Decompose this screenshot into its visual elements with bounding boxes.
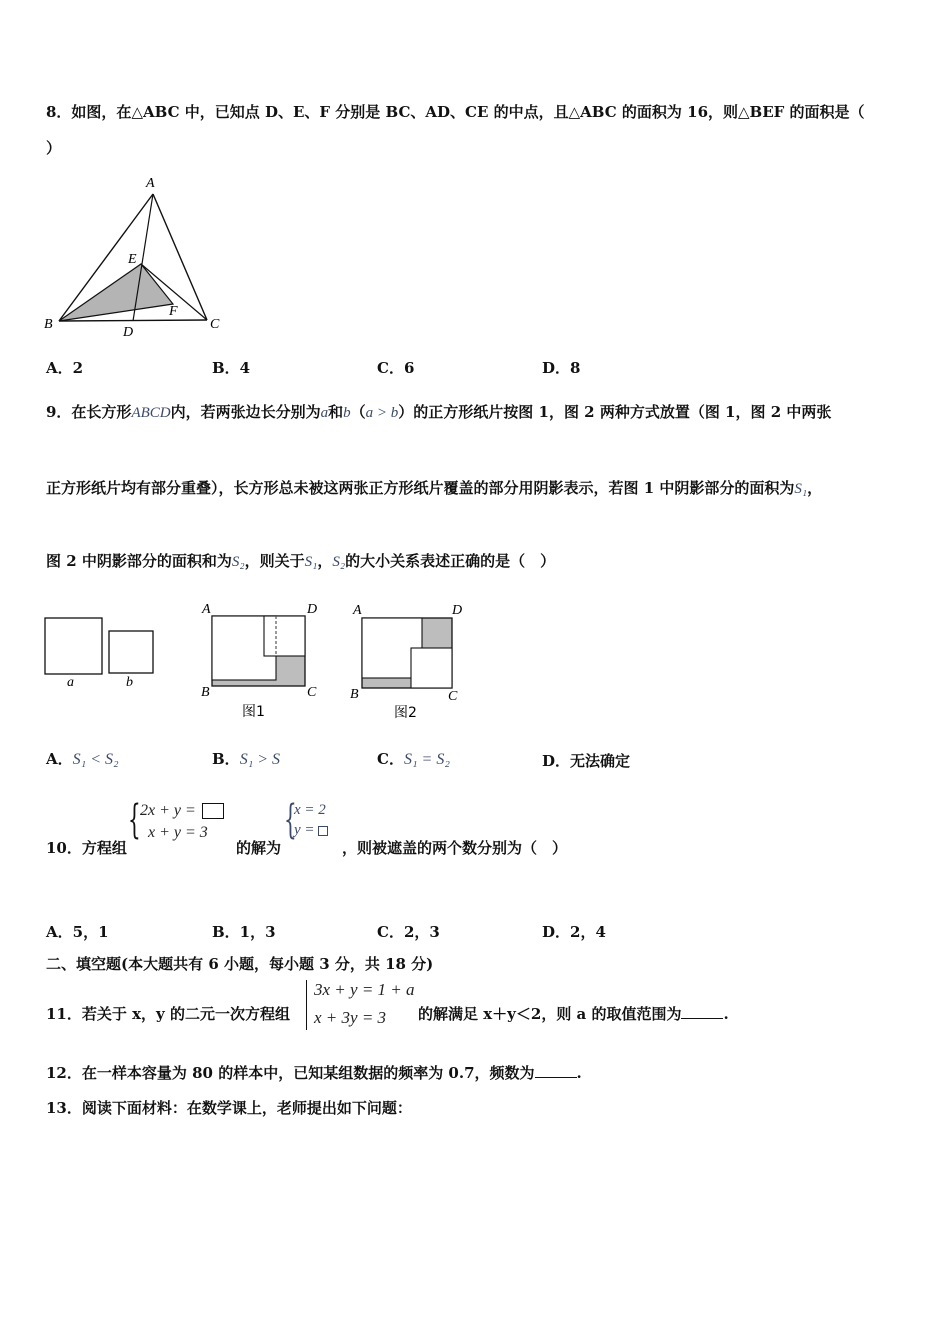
q10-system-2 bbox=[284, 797, 344, 846]
q10-system-2-eq1: x = 2 bbox=[294, 802, 326, 818]
q12-stem: 12．在一样本容量为 80 的样本中，已知某组数据的频率为 0.7，频数为 . bbox=[46, 1064, 582, 1082]
q8-option-d[interactable]: D．8 bbox=[542, 359, 581, 377]
section2-title: 二、填空题(本大题共有 6 小题，每小题 3 分，共 18 分) bbox=[46, 955, 434, 973]
q10-option-b[interactable]: B．1，3 bbox=[212, 923, 276, 941]
q8-option-b[interactable]: B．4 bbox=[212, 359, 251, 377]
fig2-caption: 图2 bbox=[394, 705, 417, 721]
q10-option-d[interactable]: D．2，4 bbox=[542, 923, 606, 941]
q9-stem-line1: 9．在长方形ABCD内，若两张边长分别为a和b（a > b）的正方形纸片按图 1，图 2 两种方式放置（图 1，图 2 中两张 bbox=[46, 403, 832, 421]
q10-system-1-eq2: x + y = 3 bbox=[148, 824, 208, 841]
label-d: D bbox=[123, 325, 134, 340]
q8-stem-line1: 8．如图，在△ABC 中，已知点 D、E、F 分别是 BC、AD、CE 的中点，且△ABC 的面积为 16，则△BEF 的面积是（ bbox=[46, 103, 865, 121]
q9-stem-line3: 图 2 中阴影部分的面积和为S₂，则关于S₁，S₂的大小关系表述正确的是（ ） bbox=[46, 552, 556, 570]
q10-system-1-brace: { bbox=[128, 797, 141, 843]
shaded-triangle-bef bbox=[59, 264, 173, 321]
fig1-square-b bbox=[264, 616, 305, 656]
label-c: C bbox=[210, 317, 220, 332]
q9-option-d[interactable]: D．无法确定 bbox=[542, 752, 631, 770]
label-a: A bbox=[146, 176, 155, 191]
label-b: B bbox=[44, 317, 53, 332]
covered-box-2 bbox=[318, 826, 328, 836]
label-f: F bbox=[169, 304, 178, 319]
fig1-label-b: B bbox=[201, 685, 210, 700]
q9-stem-line2: 正方形纸片均有部分重叠），长方形总未被这两张正方形纸片覆盖的部分用阴影表示，若图 1 中阴影部分的面积为S₁， bbox=[46, 479, 823, 497]
q10-system-2-eq2: y = bbox=[294, 822, 328, 839]
q9-option-a[interactable]: A．S₁ < S₂ bbox=[46, 750, 119, 768]
covered-box-1 bbox=[202, 803, 224, 819]
q11-system-eq2: x + 3y = 3 bbox=[314, 1008, 387, 1027]
q10-option-c[interactable]: C．2，3 bbox=[377, 923, 440, 941]
q10-prefix: 10．方程组 bbox=[46, 839, 127, 857]
q11-system-bracket bbox=[306, 980, 313, 1030]
q8-option-c[interactable]: C．6 bbox=[377, 359, 415, 377]
square-a bbox=[45, 618, 102, 674]
q9-option-c[interactable]: C．S₁ = S₂ bbox=[377, 750, 450, 768]
fig1-label-a: A bbox=[202, 602, 211, 617]
q13-stem: 13．阅读下面材料：在数学课上，老师提出如下问题： bbox=[46, 1099, 412, 1117]
q11-system bbox=[304, 978, 424, 1034]
q10-system-1 bbox=[128, 797, 238, 846]
q10-option-a[interactable]: A．5，1 bbox=[46, 923, 109, 941]
q11-prefix: 11．若关于 x，y 的二元一次方程组 bbox=[46, 1005, 290, 1023]
fig2-label-d: D bbox=[452, 603, 463, 618]
q8-option-a[interactable]: A．2 bbox=[46, 359, 84, 377]
fig2-label-b: B bbox=[350, 687, 359, 702]
square-b-label: b bbox=[126, 675, 133, 690]
q11-suffix: 的解满足 x＋y＜2，则 a 的取值范围为 . bbox=[418, 1005, 729, 1023]
fig2-label-c: C bbox=[448, 689, 458, 704]
fig1-label-c: C bbox=[307, 685, 317, 700]
q12-answer-blank[interactable] bbox=[535, 1063, 577, 1078]
q10-system-2-brace: { bbox=[284, 797, 297, 843]
q11-system-eq1: 3x + y = 1 + a bbox=[314, 980, 415, 999]
fig1-label-d: D bbox=[307, 602, 318, 617]
q9-figures bbox=[40, 598, 480, 726]
q11-answer-blank[interactable] bbox=[681, 1004, 723, 1019]
q10-system-1-eq1: 2x + y = bbox=[140, 802, 224, 820]
label-e: E bbox=[128, 252, 137, 267]
fig1-caption: 图1 bbox=[242, 704, 265, 720]
square-a-label: a bbox=[67, 675, 74, 690]
fig2-square-b bbox=[411, 648, 452, 688]
fig2-label-a: A bbox=[353, 603, 362, 618]
square-b bbox=[109, 631, 153, 673]
q8-stem-line2: ） bbox=[46, 139, 62, 157]
q10-suffix: ，则被遮盖的两个数分别为（ ） bbox=[342, 839, 568, 857]
q10-middle: 的解为 bbox=[236, 839, 282, 857]
q8-triangle-figure bbox=[40, 172, 230, 342]
q9-option-b[interactable]: B．S₁ > S bbox=[212, 750, 281, 768]
